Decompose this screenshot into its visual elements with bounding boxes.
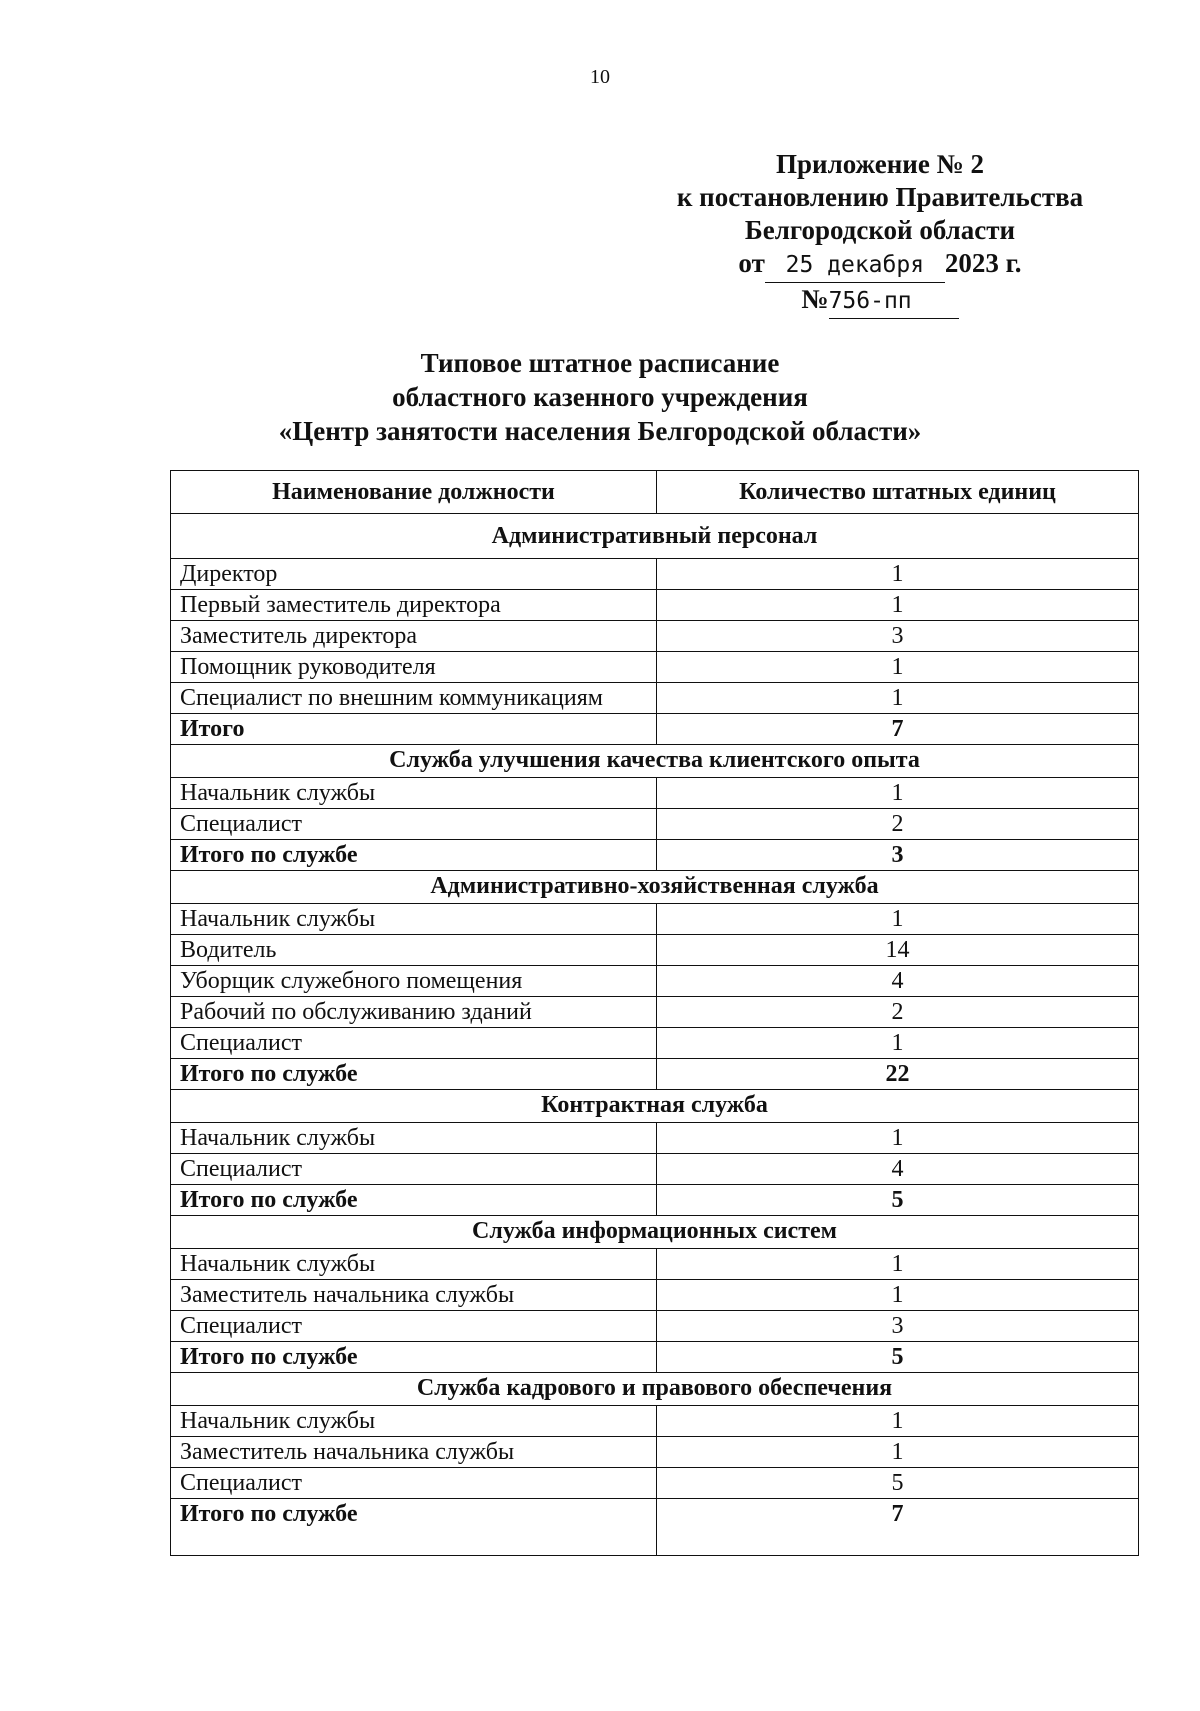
position-name: Заместитель директора bbox=[171, 621, 657, 652]
total-quantity: 5 bbox=[657, 1342, 1139, 1373]
total-row bbox=[171, 1059, 1139, 1090]
position-quantity: 1 bbox=[657, 1123, 1139, 1154]
position-quantity: 1 bbox=[657, 683, 1139, 714]
table-row bbox=[171, 1468, 1139, 1499]
total-label: Итого bbox=[171, 714, 657, 745]
total-label: Итого по службе bbox=[171, 840, 657, 871]
position-name: Специалист bbox=[171, 1311, 657, 1342]
date-prefix: от bbox=[738, 248, 765, 278]
table-row bbox=[171, 809, 1139, 840]
staff-schedule-table bbox=[170, 470, 1139, 1556]
position-name: Начальник службы bbox=[171, 778, 657, 809]
position-quantity: 1 bbox=[657, 778, 1139, 809]
section-header-row bbox=[171, 514, 1139, 559]
position-name: Заместитель начальника службы bbox=[171, 1280, 657, 1311]
table-row bbox=[171, 904, 1139, 935]
appendix-title: Приложение № 2 bbox=[776, 149, 984, 179]
section-title: Административный персонал bbox=[171, 514, 1139, 559]
position-quantity: 1 bbox=[657, 652, 1139, 683]
total-row bbox=[171, 714, 1139, 745]
section-header-row bbox=[171, 1216, 1139, 1249]
table-row bbox=[171, 1028, 1139, 1059]
table-row bbox=[171, 621, 1139, 652]
section-title: Служба улучшения качества клиентского опыта bbox=[171, 745, 1139, 778]
table-row bbox=[171, 1249, 1139, 1280]
position-quantity: 3 bbox=[657, 621, 1139, 652]
position-name: Специалист bbox=[171, 1154, 657, 1185]
table-row bbox=[171, 966, 1139, 997]
position-quantity: 2 bbox=[657, 809, 1139, 840]
section-title: Контрактная служба bbox=[171, 1090, 1139, 1123]
table-row bbox=[171, 778, 1139, 809]
total-label: Итого по службе bbox=[171, 1499, 657, 1556]
header-position: Наименование должности bbox=[171, 471, 657, 514]
table-row bbox=[171, 652, 1139, 683]
position-name: Начальник службы bbox=[171, 1406, 657, 1437]
section-title: Административно-хозяйственная служба bbox=[171, 871, 1139, 904]
position-name: Начальник службы bbox=[171, 1249, 657, 1280]
position-name: Помощник руководителя bbox=[171, 652, 657, 683]
position-quantity: 1 bbox=[657, 904, 1139, 935]
position-quantity: 1 bbox=[657, 1249, 1139, 1280]
position-quantity: 3 bbox=[657, 1311, 1139, 1342]
position-name: Специалист по внешним коммуникациям bbox=[171, 683, 657, 714]
position-name: Уборщик служебного помещения bbox=[171, 966, 657, 997]
position-quantity: 1 bbox=[657, 590, 1139, 621]
position-quantity: 2 bbox=[657, 997, 1139, 1028]
section-title: Служба информационных систем bbox=[171, 1216, 1139, 1249]
total-row bbox=[171, 1499, 1139, 1556]
table-row bbox=[171, 1437, 1139, 1468]
appendix-date-line bbox=[630, 247, 1130, 283]
position-name: Начальник службы bbox=[171, 1123, 657, 1154]
position-name: Начальник службы bbox=[171, 904, 657, 935]
section-title: Служба кадрового и правового обеспечения bbox=[171, 1373, 1139, 1406]
table-row bbox=[171, 1280, 1139, 1311]
section-header-row bbox=[171, 871, 1139, 904]
number-prefix: № bbox=[801, 284, 829, 314]
position-name: Рабочий по обслуживанию зданий bbox=[171, 997, 657, 1028]
total-row bbox=[171, 1185, 1139, 1216]
appendix-block bbox=[630, 148, 1130, 319]
position-quantity: 4 bbox=[657, 966, 1139, 997]
title-line-3: «Центр занятости населения Белгородской области» bbox=[278, 416, 922, 446]
table-row bbox=[171, 1123, 1139, 1154]
header-quantity: Количество штатных единиц bbox=[657, 471, 1139, 514]
total-label: Итого по службе bbox=[171, 1185, 657, 1216]
position-quantity: 1 bbox=[657, 1028, 1139, 1059]
table-body bbox=[171, 514, 1139, 1556]
position-quantity: 1 bbox=[657, 1280, 1139, 1311]
position-quantity: 14 bbox=[657, 935, 1139, 966]
table-row bbox=[171, 1406, 1139, 1437]
table-row bbox=[171, 683, 1139, 714]
title-line-1: Типовое штатное расписание bbox=[420, 348, 780, 378]
position-name: Специалист bbox=[171, 1468, 657, 1499]
total-quantity: 5 bbox=[657, 1185, 1139, 1216]
date-value: 25 декабря bbox=[765, 249, 945, 283]
position-quantity: 1 bbox=[657, 559, 1139, 590]
position-name: Директор bbox=[171, 559, 657, 590]
table-row bbox=[171, 1154, 1139, 1185]
table-row bbox=[171, 590, 1139, 621]
section-header-row bbox=[171, 1373, 1139, 1406]
position-name: Специалист bbox=[171, 1028, 657, 1059]
position-name: Водитель bbox=[171, 935, 657, 966]
position-quantity: 4 bbox=[657, 1154, 1139, 1185]
total-row bbox=[171, 1342, 1139, 1373]
total-quantity: 7 bbox=[657, 714, 1139, 745]
table-row bbox=[171, 997, 1139, 1028]
table-row bbox=[171, 559, 1139, 590]
table-row bbox=[171, 1311, 1139, 1342]
appendix-region: Белгородской области bbox=[744, 215, 1016, 245]
section-header-row bbox=[171, 745, 1139, 778]
position-quantity: 1 bbox=[657, 1406, 1139, 1437]
appendix-decree-ref: к постановлению Правительства bbox=[676, 182, 1084, 212]
position-name: Заместитель начальника службы bbox=[171, 1437, 657, 1468]
total-label: Итого по службе bbox=[171, 1059, 657, 1090]
total-quantity: 22 bbox=[657, 1059, 1139, 1090]
position-name: Первый заместитель директора bbox=[171, 590, 657, 621]
number-value: 756-пп bbox=[829, 285, 959, 319]
table-row bbox=[171, 935, 1139, 966]
table-header-row bbox=[171, 471, 1139, 514]
total-row bbox=[171, 840, 1139, 871]
total-quantity: 7 bbox=[657, 1499, 1139, 1556]
date-suffix: 2023 г. bbox=[944, 248, 1022, 278]
total-quantity: 3 bbox=[657, 840, 1139, 871]
appendix-number-line bbox=[630, 283, 1130, 319]
section-header-row bbox=[171, 1090, 1139, 1123]
position-quantity: 1 bbox=[657, 1437, 1139, 1468]
title-line-2: областного казенного учреждения bbox=[392, 382, 808, 412]
position-name: Специалист bbox=[171, 809, 657, 840]
document-title bbox=[0, 346, 1200, 448]
total-label: Итого по службе bbox=[171, 1342, 657, 1373]
page-number: 10 bbox=[590, 66, 610, 88]
position-quantity: 5 bbox=[657, 1468, 1139, 1499]
